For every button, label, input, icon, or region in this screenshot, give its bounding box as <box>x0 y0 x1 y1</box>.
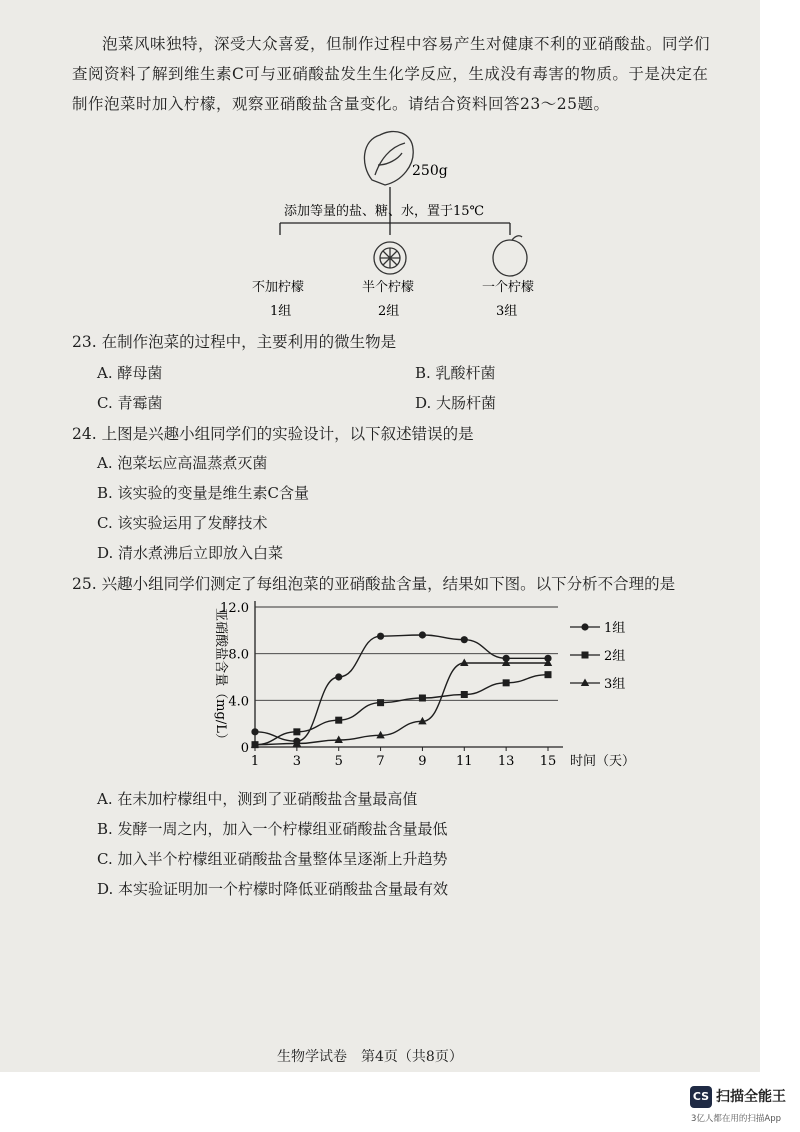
group1-name: 1组 <box>270 304 292 319</box>
series-line-1 <box>255 635 548 741</box>
data-point-square <box>419 695 426 702</box>
q23-option-a: A. 酵母菌 <box>97 364 163 382</box>
intro-line-2: 查阅资料了解到维生素C可与亚硝酸盐发生生化学反应，生成没有毒害的物质。于是决定在 <box>72 65 709 83</box>
half-lemon-icon <box>374 242 406 274</box>
data-point-square <box>335 717 342 724</box>
intro-line-3: 制作泡菜时加入柠檬，观察亚硝酸盐含量变化。请结合资料回答23～25题。 <box>72 95 610 113</box>
data-point-square <box>461 691 468 698</box>
x-tick-label: 5 <box>334 754 343 769</box>
data-point-square <box>293 728 300 735</box>
data-point-circle <box>377 633 384 640</box>
treatment-label: 添加等量的盐、糖、水，置于15℃ <box>284 204 485 219</box>
data-point-circle <box>419 631 426 638</box>
group3-name: 3组 <box>496 304 518 319</box>
cabbage-icon <box>364 131 413 185</box>
x-axis-label: 时间（天） <box>570 754 636 769</box>
cabbage-weight: 250g <box>412 163 448 179</box>
experiment-diagram <box>250 125 570 325</box>
legend-label-3: 3组 <box>604 677 626 692</box>
data-point-circle <box>251 728 258 735</box>
legend-label-2: 2组 <box>604 649 626 664</box>
q24-option-c: C. 该实验运用了发酵技术 <box>97 514 268 532</box>
legend-label-1: 1组 <box>604 621 626 636</box>
x-tick-label: 7 <box>376 754 385 769</box>
q25-option-a: A. 在未加柠檬组中，测到了亚硝酸盐含量最高值 <box>97 790 418 808</box>
y-tick-label: 4.0 <box>228 694 249 710</box>
x-tick-label: 11 <box>456 754 473 769</box>
y-tick-label: 8.0 <box>228 647 249 663</box>
y-tick-label: 12.0 <box>220 601 249 616</box>
whole-lemon-icon <box>493 236 527 276</box>
q24-option-a: A. 泡菜坛应高温蒸煮灭菌 <box>97 454 268 472</box>
scanner-logo: CS <box>690 1086 712 1108</box>
q25-stem: 25. 兴趣小组同学们测定了每组泡菜的亚硝酸盐含量，结果如下图。以下分析不合理的是 <box>72 575 676 593</box>
q24-option-d: D. 清水煮沸后立即放入白菜 <box>97 544 284 562</box>
data-point-square <box>503 679 510 686</box>
q24-stem: 24. 上图是兴趣小组同学们的实验设计，以下叙述错误的是 <box>72 425 474 443</box>
scanner-brand: 扫描全能王 <box>716 1089 786 1105</box>
data-point-triangle <box>335 736 343 744</box>
group3-label: 一个柠檬 <box>482 280 535 295</box>
y-tick-label: 0 <box>240 741 249 756</box>
data-point-triangle <box>581 679 589 687</box>
q25-option-c: C. 加入半个柠檬组亚硝酸盐含量整体呈逐渐上升趋势 <box>97 850 448 868</box>
intro-line-1: 泡菜风味独特，深受大众喜爱，但制作过程中容易产生对健康不利的亚硝酸盐。同学们 <box>102 35 711 53</box>
q23-option-c: C. 青霉菌 <box>97 394 163 412</box>
x-tick-label: 9 <box>418 754 427 769</box>
q23-option-b: B. 乳酸杆菌 <box>415 364 496 382</box>
group2-label: 半个柠檬 <box>362 280 415 295</box>
data-point-circle <box>335 673 342 680</box>
x-tick-label: 1 <box>250 754 260 769</box>
q25-option-b: B. 发酵一周之内，加入一个柠檬组亚硝酸盐含量最低 <box>97 820 448 838</box>
data-point-circle <box>461 636 468 643</box>
group1-label: 不加柠檬 <box>252 280 305 295</box>
data-point-circle <box>581 623 588 630</box>
page-footer: 生物学试卷 第4页（共8页） <box>277 1049 463 1065</box>
data-point-square <box>582 652 589 659</box>
x-tick-label: 3 <box>292 754 301 769</box>
data-point-square <box>377 699 384 706</box>
q23-option-d: D. 大肠杆菌 <box>415 394 497 412</box>
q24-option-b: B. 该实验的变量是维生素C含量 <box>97 484 310 502</box>
group2-name: 2组 <box>378 304 400 319</box>
scanner-slogan: 3亿人都在用的扫描App <box>691 1114 782 1124</box>
q23-stem: 23. 在制作泡菜的过程中，主要利用的微生物是 <box>72 333 397 351</box>
x-tick-label: 13 <box>497 754 515 769</box>
data-point-square <box>545 671 552 678</box>
x-tick-label: 15 <box>539 754 557 769</box>
nitrite-line-chart <box>170 595 690 775</box>
y-axis-label: 亚硝酸盐含量（mg/L） <box>213 608 228 746</box>
data-point-triangle <box>460 659 468 667</box>
q25-option-d: D. 本实验证明加一个柠檬时降低亚硝酸盐含量最有效 <box>97 880 449 898</box>
